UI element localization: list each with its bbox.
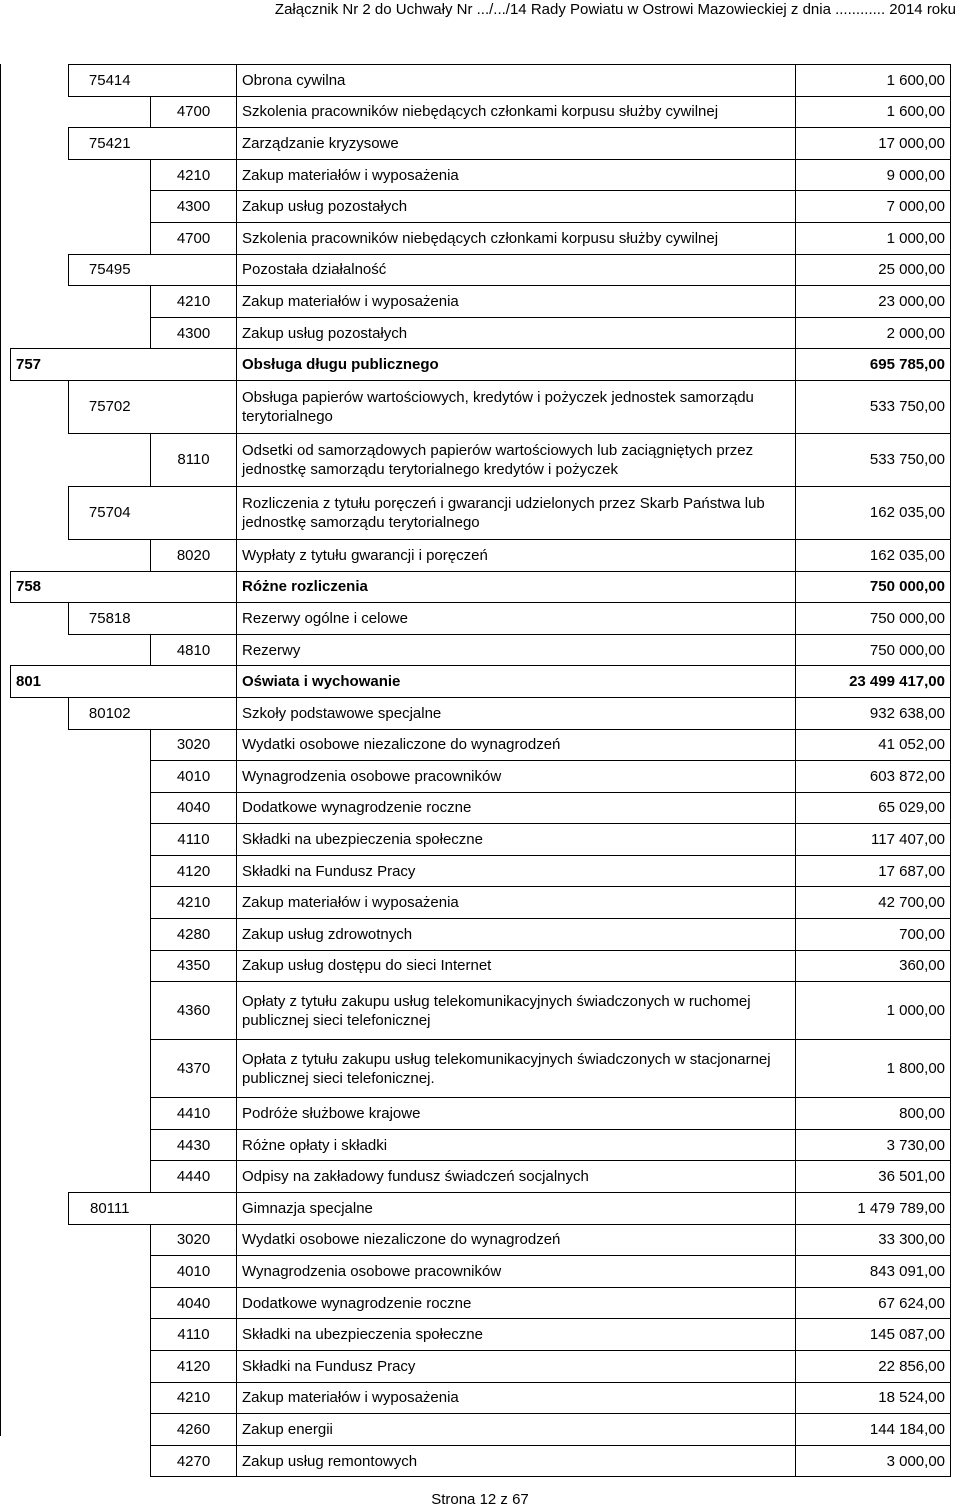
rozdzial-cell: [69, 855, 151, 887]
paragraf-cell: 4360: [151, 982, 237, 1040]
table-row: [11, 539, 951, 571]
name-cell: Składki na ubezpieczenia społeczne: [237, 1319, 796, 1351]
paragraf-cell: [151, 254, 237, 286]
table-row: [11, 1098, 951, 1130]
rozdzial-cell: [69, 1287, 151, 1319]
paragraf-cell: 4700: [151, 96, 237, 128]
rozdzial-cell: [69, 159, 151, 191]
name-cell: Opłaty z tytułu zakupu usług telekomunikacyjnych świadczonych w ruchomej publicznej sieci telefonicznej: [237, 982, 796, 1040]
name-cell: Zakup materiałów i wyposażenia: [237, 159, 796, 191]
paragraf-cell: 4210: [151, 286, 237, 318]
dzial-cell: [11, 982, 69, 1040]
budget-table: [10, 64, 951, 1477]
paragraf-cell: 4440: [151, 1161, 237, 1193]
dzial-cell: [11, 159, 69, 191]
paragraf-cell: 3020: [151, 1224, 237, 1256]
table-row: [11, 254, 951, 286]
table-row: [11, 433, 951, 486]
amount-cell: 3 000,00: [796, 1445, 951, 1477]
name-cell: Zakup usług zdrowotnych: [237, 919, 796, 951]
table-row: [11, 128, 951, 160]
rozdzial-cell: [69, 349, 151, 381]
paragraf-cell: [151, 1193, 237, 1225]
amount-cell: 23 499 417,00: [796, 666, 951, 698]
dzial-cell: [11, 1098, 69, 1130]
name-cell: Składki na ubezpieczenia społeczne: [237, 824, 796, 856]
amount-cell: 1 800,00: [796, 1040, 951, 1098]
dzial-cell: [11, 1040, 69, 1098]
dzial-cell: [11, 729, 69, 761]
paragraf-cell: 4280: [151, 919, 237, 951]
table-row: [11, 950, 951, 982]
dzial-cell: [11, 317, 69, 349]
table-row: [11, 634, 951, 666]
name-cell: Wynagrodzenia osobowe pracowników: [237, 1256, 796, 1288]
rozdzial-cell: 75495: [69, 254, 151, 286]
rozdzial-cell: [69, 1382, 151, 1414]
amount-cell: 695 785,00: [796, 349, 951, 381]
amount-cell: 1 479 789,00: [796, 1193, 951, 1225]
name-cell: Dodatkowe wynagrodzenie roczne: [237, 1287, 796, 1319]
amount-cell: 36 501,00: [796, 1161, 951, 1193]
amount-cell: 750 000,00: [796, 603, 951, 635]
table-row: [11, 603, 951, 635]
table-row: [11, 792, 951, 824]
paragraf-cell: 4300: [151, 191, 237, 223]
rozdzial-cell: 75702: [69, 380, 151, 433]
amount-cell: 7 000,00: [796, 191, 951, 223]
name-cell: Rozliczenia z tytułu poręczeń i gwarancji udzielonych przez Skarb Państwa lub jednostkę samorządu terytorialnego: [237, 486, 796, 539]
dzial-cell: [11, 887, 69, 919]
table-row: [11, 887, 951, 919]
table-row: [11, 1224, 951, 1256]
amount-cell: 1 000,00: [796, 982, 951, 1040]
amount-cell: 42 700,00: [796, 887, 951, 919]
rozdzial-cell: [69, 950, 151, 982]
dzial-cell: [11, 380, 69, 433]
name-cell: Zakup materiałów i wyposażenia: [237, 1382, 796, 1414]
paragraf-cell: 4300: [151, 317, 237, 349]
amount-cell: 843 091,00: [796, 1256, 951, 1288]
table-row: [11, 697, 951, 729]
name-cell: Wydatki osobowe niezaliczone do wynagrodzeń: [237, 1224, 796, 1256]
dzial-cell: [11, 824, 69, 856]
table-row: [11, 919, 951, 951]
amount-cell: 2 000,00: [796, 317, 951, 349]
dzial-cell: [11, 634, 69, 666]
dzial-cell: [11, 191, 69, 223]
table-row: [11, 1287, 951, 1319]
table-row: [11, 571, 951, 603]
table-row: [11, 96, 951, 128]
rozdzial-cell: [69, 1256, 151, 1288]
amount-cell: 41 052,00: [796, 729, 951, 761]
amount-cell: 17 000,00: [796, 128, 951, 160]
dzial-cell: [11, 1287, 69, 1319]
amount-cell: 33 300,00: [796, 1224, 951, 1256]
amount-cell: 17 687,00: [796, 855, 951, 887]
left-margin-line: [0, 64, 1, 1436]
paragraf-cell: [151, 349, 237, 381]
amount-cell: 800,00: [796, 1098, 951, 1130]
rozdzial-cell: [69, 222, 151, 254]
amount-cell: 533 750,00: [796, 380, 951, 433]
rozdzial-cell: [69, 1414, 151, 1446]
name-cell: Wydatki osobowe niezaliczone do wynagrodzeń: [237, 729, 796, 761]
rozdzial-cell: [69, 96, 151, 128]
budget-table-body: [11, 65, 951, 1477]
dzial-cell: [11, 1382, 69, 1414]
paragraf-cell: 4700: [151, 222, 237, 254]
paragraf-cell: 8020: [151, 539, 237, 571]
paragraf-cell: 4430: [151, 1129, 237, 1161]
rozdzial-cell: [69, 982, 151, 1040]
dzial-cell: 758: [11, 571, 69, 603]
dzial-cell: [11, 603, 69, 635]
table-row: [11, 1193, 951, 1225]
name-cell: Zakup usług dostępu do sieci Internet: [237, 950, 796, 982]
amount-cell: 750 000,00: [796, 634, 951, 666]
amount-cell: 1 600,00: [796, 96, 951, 128]
paragraf-cell: 4120: [151, 1351, 237, 1383]
paragraf-cell: 4810: [151, 634, 237, 666]
dzial-cell: [11, 761, 69, 793]
name-cell: Zakup usług remontowych: [237, 1445, 796, 1477]
paragraf-cell: 4110: [151, 824, 237, 856]
paragraf-cell: [151, 603, 237, 635]
rozdzial-cell: [69, 571, 151, 603]
rozdzial-cell: 75421: [69, 128, 151, 160]
amount-cell: 65 029,00: [796, 792, 951, 824]
paragraf-cell: 8110: [151, 433, 237, 486]
amount-cell: 162 035,00: [796, 486, 951, 539]
table-row: [11, 824, 951, 856]
table-row: [11, 1256, 951, 1288]
amount-cell: 18 524,00: [796, 1382, 951, 1414]
name-cell: Szkoły podstawowe specjalne: [237, 697, 796, 729]
name-cell: Odpisy na zakładowy fundusz świadczeń socjalnych: [237, 1161, 796, 1193]
dzial-cell: [11, 1129, 69, 1161]
table-row: [11, 191, 951, 223]
dzial-cell: [11, 1319, 69, 1351]
rozdzial-cell: [69, 792, 151, 824]
dzial-cell: [11, 222, 69, 254]
rozdzial-cell: 80102: [69, 697, 151, 729]
amount-cell: 1 000,00: [796, 222, 951, 254]
rozdzial-cell: [69, 1161, 151, 1193]
table-row: [11, 1351, 951, 1383]
amount-cell: 23 000,00: [796, 286, 951, 318]
name-cell: Składki na Fundusz Pracy: [237, 1351, 796, 1383]
dzial-cell: 801: [11, 666, 69, 698]
paragraf-cell: 4260: [151, 1414, 237, 1446]
name-cell: Różne rozliczenia: [237, 571, 796, 603]
rozdzial-cell: [69, 1445, 151, 1477]
page-footer: Strona 12 z 67: [431, 1491, 529, 1508]
table-row: [11, 1040, 951, 1098]
paragraf-cell: 4040: [151, 1287, 237, 1319]
amount-cell: 145 087,00: [796, 1319, 951, 1351]
amount-cell: 603 872,00: [796, 761, 951, 793]
paragraf-cell: 4210: [151, 887, 237, 919]
amount-cell: 117 407,00: [796, 824, 951, 856]
amount-cell: 67 624,00: [796, 1287, 951, 1319]
name-cell: Różne opłaty i składki: [237, 1129, 796, 1161]
rozdzial-cell: [69, 1319, 151, 1351]
dzial-cell: [11, 1351, 69, 1383]
paragraf-cell: 4210: [151, 1382, 237, 1414]
dzial-cell: [11, 433, 69, 486]
paragraf-cell: 4010: [151, 761, 237, 793]
table-row: [11, 286, 951, 318]
paragraf-cell: [151, 486, 237, 539]
amount-cell: 25 000,00: [796, 254, 951, 286]
paragraf-cell: [151, 666, 237, 698]
rozdzial-cell: [69, 824, 151, 856]
name-cell: Wypłaty z tytułu gwarancji i poręczeń: [237, 539, 796, 571]
table-row: [11, 1161, 951, 1193]
table-row: [11, 1319, 951, 1351]
name-cell: Oświata i wychowanie: [237, 666, 796, 698]
dzial-cell: [11, 950, 69, 982]
rozdzial-cell: 80111: [69, 1193, 151, 1225]
rozdzial-cell: [69, 1040, 151, 1098]
rozdzial-cell: 75704: [69, 486, 151, 539]
paragraf-cell: 4110: [151, 1319, 237, 1351]
amount-cell: 360,00: [796, 950, 951, 982]
rozdzial-cell: [69, 433, 151, 486]
dzial-cell: [11, 539, 69, 571]
table-row: [11, 1382, 951, 1414]
table-row: [11, 982, 951, 1040]
name-cell: Rezerwy: [237, 634, 796, 666]
name-cell: Obrona cywilna: [237, 65, 796, 97]
table-row: [11, 1445, 951, 1477]
page-header: Załącznik Nr 2 do Uchwały Nr .../.../14 Rady Powiatu w Ostrowi Mazowieckiej z dnia ............ 2014 roku: [274, 1, 956, 18]
table-row: [11, 1129, 951, 1161]
rozdzial-cell: [69, 919, 151, 951]
paragraf-cell: 4370: [151, 1040, 237, 1098]
table-row: [11, 159, 951, 191]
paragraf-cell: [151, 65, 237, 97]
rozdzial-cell: [69, 1224, 151, 1256]
paragraf-cell: 4210: [151, 159, 237, 191]
paragraf-cell: [151, 128, 237, 160]
table-row: [11, 761, 951, 793]
name-cell: Zakup materiałów i wyposażenia: [237, 887, 796, 919]
name-cell: Dodatkowe wynagrodzenie roczne: [237, 792, 796, 824]
rozdzial-cell: [69, 1351, 151, 1383]
name-cell: Obsługa długu publicznego: [237, 349, 796, 381]
dzial-cell: [11, 1193, 69, 1225]
dzial-cell: [11, 1161, 69, 1193]
name-cell: Opłata z tytułu zakupu usług telekomunikacyjnych świadczonych w stacjonarnej publicznej sieci telefonicznej.: [237, 1040, 796, 1098]
table-row: [11, 1414, 951, 1446]
rozdzial-cell: [69, 1129, 151, 1161]
dzial-cell: [11, 96, 69, 128]
name-cell: Podróże służbowe krajowe: [237, 1098, 796, 1130]
rozdzial-cell: [69, 729, 151, 761]
dzial-cell: [11, 792, 69, 824]
amount-cell: 144 184,00: [796, 1414, 951, 1446]
dzial-cell: [11, 1256, 69, 1288]
rozdzial-cell: [69, 539, 151, 571]
rozdzial-cell: [69, 761, 151, 793]
name-cell: Zakup usług pozostałych: [237, 317, 796, 349]
rozdzial-cell: 75414: [69, 65, 151, 97]
dzial-cell: [11, 128, 69, 160]
rozdzial-cell: [69, 634, 151, 666]
rozdzial-cell: [69, 1098, 151, 1130]
rozdzial-cell: [69, 191, 151, 223]
table-row: [11, 65, 951, 97]
paragraf-cell: 4010: [151, 1256, 237, 1288]
dzial-cell: [11, 919, 69, 951]
paragraf-cell: 4040: [151, 792, 237, 824]
dzial-cell: [11, 697, 69, 729]
table-row: [11, 486, 951, 539]
amount-cell: 700,00: [796, 919, 951, 951]
amount-cell: 932 638,00: [796, 697, 951, 729]
amount-cell: 750 000,00: [796, 571, 951, 603]
name-cell: Zakup energii: [237, 1414, 796, 1446]
paragraf-cell: 4350: [151, 950, 237, 982]
table-row: [11, 349, 951, 381]
dzial-cell: [11, 855, 69, 887]
amount-cell: 533 750,00: [796, 433, 951, 486]
rozdzial-cell: 75818: [69, 603, 151, 635]
name-cell: Obsługa papierów wartościowych, kredytów i pożyczek jednostek samorządu terytorialnego: [237, 380, 796, 433]
name-cell: Zakup usług pozostałych: [237, 191, 796, 223]
name-cell: Szkolenia pracowników niebędących członkami korpusu służby cywilnej: [237, 222, 796, 254]
paragraf-cell: [151, 380, 237, 433]
paragraf-cell: 3020: [151, 729, 237, 761]
name-cell: Rezerwy ogólne i celowe: [237, 603, 796, 635]
name-cell: Pozostała działalność: [237, 254, 796, 286]
name-cell: Odsetki od samorządowych papierów wartościowych lub zaciągniętych przez jednostkę samorządu terytorialnego kredytów i pożyczek: [237, 433, 796, 486]
name-cell: Szkolenia pracowników niebędących członkami korpusu służby cywilnej: [237, 96, 796, 128]
dzial-cell: [11, 254, 69, 286]
paragraf-cell: 4120: [151, 855, 237, 887]
dzial-cell: [11, 1445, 69, 1477]
rozdzial-cell: [69, 887, 151, 919]
paragraf-cell: [151, 571, 237, 603]
name-cell: Zakup materiałów i wyposażenia: [237, 286, 796, 318]
rozdzial-cell: [69, 666, 151, 698]
rozdzial-cell: [69, 286, 151, 318]
amount-cell: 162 035,00: [796, 539, 951, 571]
amount-cell: 3 730,00: [796, 1129, 951, 1161]
name-cell: Wynagrodzenia osobowe pracowników: [237, 761, 796, 793]
dzial-cell: [11, 65, 69, 97]
name-cell: Gimnazja specjalne: [237, 1193, 796, 1225]
paragraf-cell: 4270: [151, 1445, 237, 1477]
table-row: [11, 855, 951, 887]
dzial-cell: 757: [11, 349, 69, 381]
table-row: [11, 222, 951, 254]
paragraf-cell: 4410: [151, 1098, 237, 1130]
name-cell: Składki na Fundusz Pracy: [237, 855, 796, 887]
table-row: [11, 729, 951, 761]
dzial-cell: [11, 1224, 69, 1256]
dzial-cell: [11, 486, 69, 539]
dzial-cell: [11, 1414, 69, 1446]
name-cell: Zarządzanie kryzysowe: [237, 128, 796, 160]
dzial-cell: [11, 286, 69, 318]
paragraf-cell: [151, 697, 237, 729]
amount-cell: 22 856,00: [796, 1351, 951, 1383]
rozdzial-cell: [69, 317, 151, 349]
table-row: [11, 380, 951, 433]
amount-cell: 1 600,00: [796, 65, 951, 97]
amount-cell: 9 000,00: [796, 159, 951, 191]
table-row: [11, 666, 951, 698]
table-row: [11, 317, 951, 349]
